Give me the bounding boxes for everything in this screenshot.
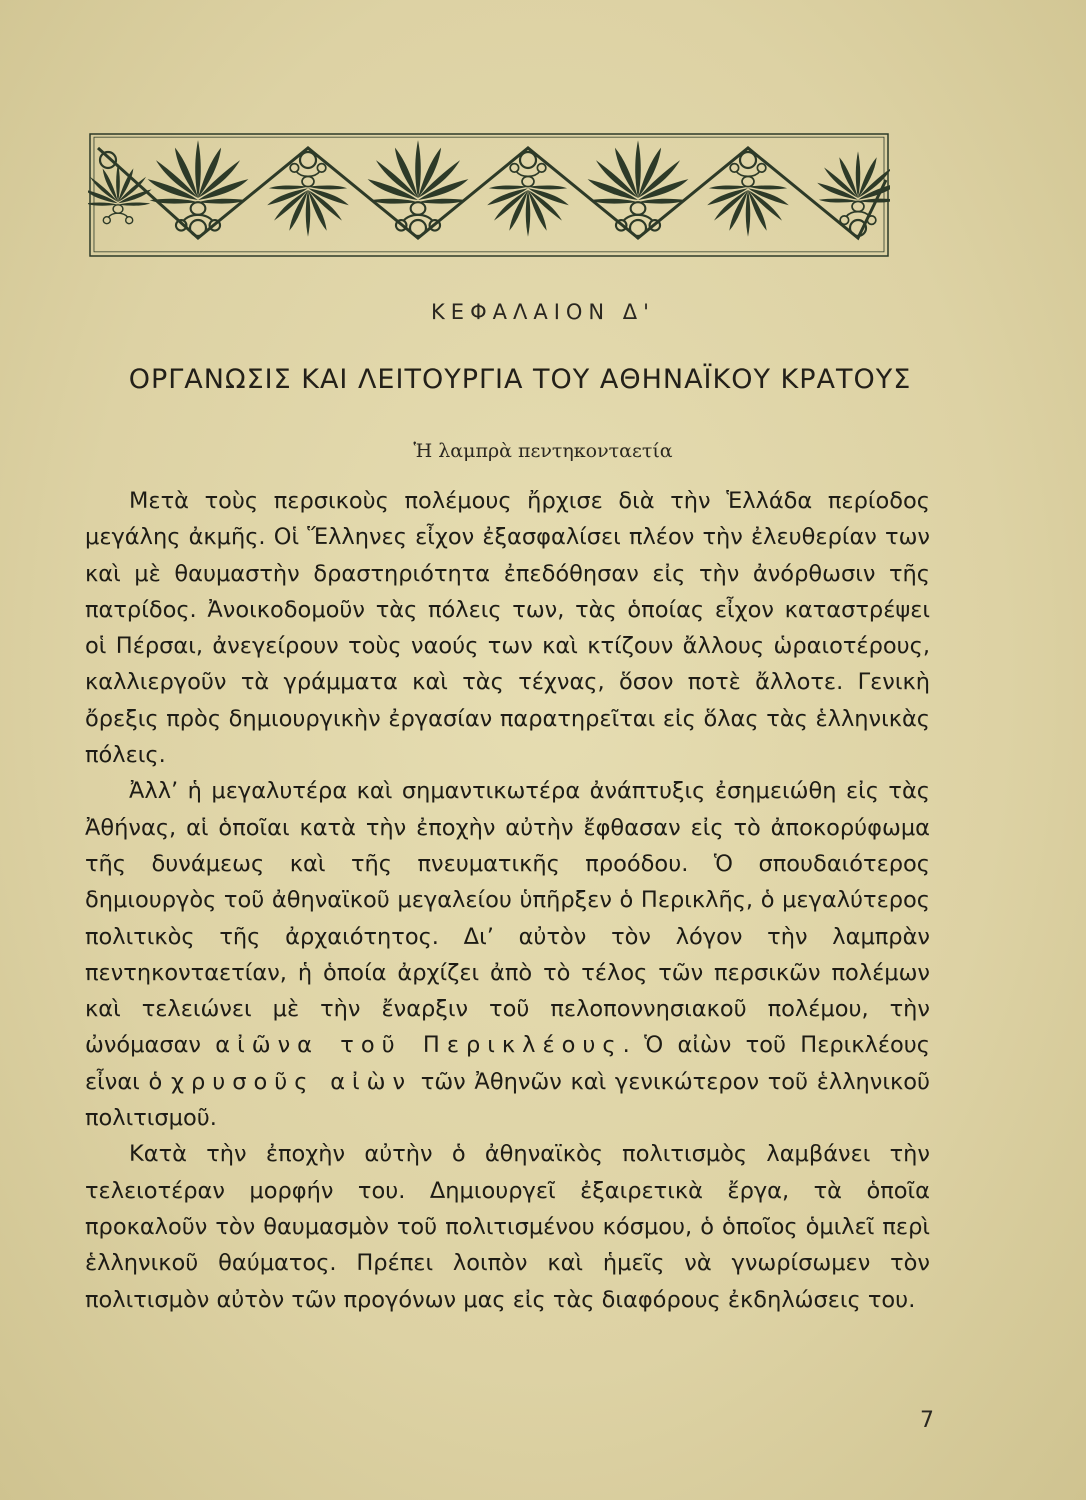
section-subtitle: Ἡ λαμπρὰ πεντηκονταετία [413,440,673,462]
page-title: ΟΡΓΑΝΩΣΙΣ ΚΑΙ ΛΕΙΤΟΥΡΓΙΑ ΤΟΥ ΑΘΗΝΑΪΚΟΥ ΚΡΑΤΟΥΣ [128,364,912,395]
paragraph-2 [85,773,930,1136]
paragraph-1: Μετὰ τοὺς περσικοὺς πολέμους ἤρχισε διὰ τὴν Ἑλλάδα περίοδος μεγάλης ἀκμῆς. Οἱ Ἕλληνες εἶχον ἐξασφαλίσει πλέον τὴν ἐλευθερίαν των καὶ μὲ θαυμαστὴν δραστηριότητα ἐπεδόθησαν εἰς τὴν ἀνόρθωσιν τῆς πατρίδος. Ἀνοικοδομοῦν τὰς πόλεις των, τὰς ὁποίας εἶχον καταστρέψει οἱ Πέρσαι, ἀνεγείρουν τοὺς ναούς των καὶ κτίζουν ἄλλους ὡραιοτέρους, καλλιεργοῦν τὰ γράμματα καὶ τὰς τέχνας, ὅσον ποτὲ ἄλλοτε. Γενικὴ ὄρεξις πρὸς δημιουργικὴν ἐργασίαν παρατηρεῖται εἰς ὅλας τὰς ἑλληνικὰς πόλεις. [85,488,930,769]
paragraph-2-text-c: τῶν Ἀθηνῶν καὶ γενικώτερον τοῦ ἑλληνικοῦ πολιτισμοῦ. [85,1068,931,1132]
spaced-emphasis-golden-age: χρυσοῦς αἰὼν [170,1068,413,1095]
paragraph-3: Κατὰ τὴν ἐποχὴν αὐτὴν ὁ ἀθηναϊκὸς πολιτισμὸς λαμβάνει τὴν τελειοτέραν μορφήν του. Δημιουργεῖ ἐξαιρετικὰ ἔργα, τὰ ὁποῖα προκαλοῦν τὸν θαυμασμὸν τοῦ πολιτισμένου κόσμου, ὁ ὁποῖος ὁμιλεῖ περὶ ἑλληνικοῦ θαύματος. Πρέπει λοιπὸν καὶ ἡμεῖς νὰ γνωρίσωμεν τὸν πολιτισμὸν αὐτὸν τῶν προγόνων μας εἰς τὰς διαφόρους ἐκδηλώσεις του. [85,1141,930,1313]
chapter-heading: ΚΕΦΑΛΑΙΟΝ Δ' [431,300,655,324]
paragraph-2-text-a: Ἀλλ’ ἡ μεγαλυτέρα καὶ σημαντικωτέρα ἀνάπτυξις ἐσημειώθη εἰς τὰς Ἀθήνας, αἱ ὁποῖαι κατὰ τὴν ἐποχὴν αὐτὴν ἔφθασαν εἰς τὸ ἀποκορύφωμα τῆς δυνάμεως καὶ τῆς πνευματικῆς προόδου. Ὁ σπουδαιότερος δημιουργὸς τοῦ ἀθηναϊκοῦ μεγαλείου ὑπῆρξεν ὁ Περικλῆς, ὁ μεγαλύτερος πολιτικὸς τῆς ἀρχαιότητος. Δι’ αὐτὸν τὸν λόγον τὴν λαμπρὰν πεντηκονταετίαν, ἡ ὁποία ἀρχίζει ἀπὸ τὸ τέλος τῶν περσικῶν πολέμων καὶ τελειώνει μὲ τὴν ἔναρξιν τοῦ πελοποννησιακοῦ πολέμου, τὴν ὠνόμασαν [85,778,930,1059]
paragraph-2-text-b: . Ὁ αἰὼν τοῦ Περικλέους εἶναι ὁ [85,1032,930,1095]
body-text [85,483,930,1318]
page-number: 7 [920,1408,934,1433]
anthemion-palmette-frieze-icon [88,120,890,260]
spaced-emphasis-age-of-pericles: αἰῶνα τοῦ Περικλέους [215,1032,623,1059]
